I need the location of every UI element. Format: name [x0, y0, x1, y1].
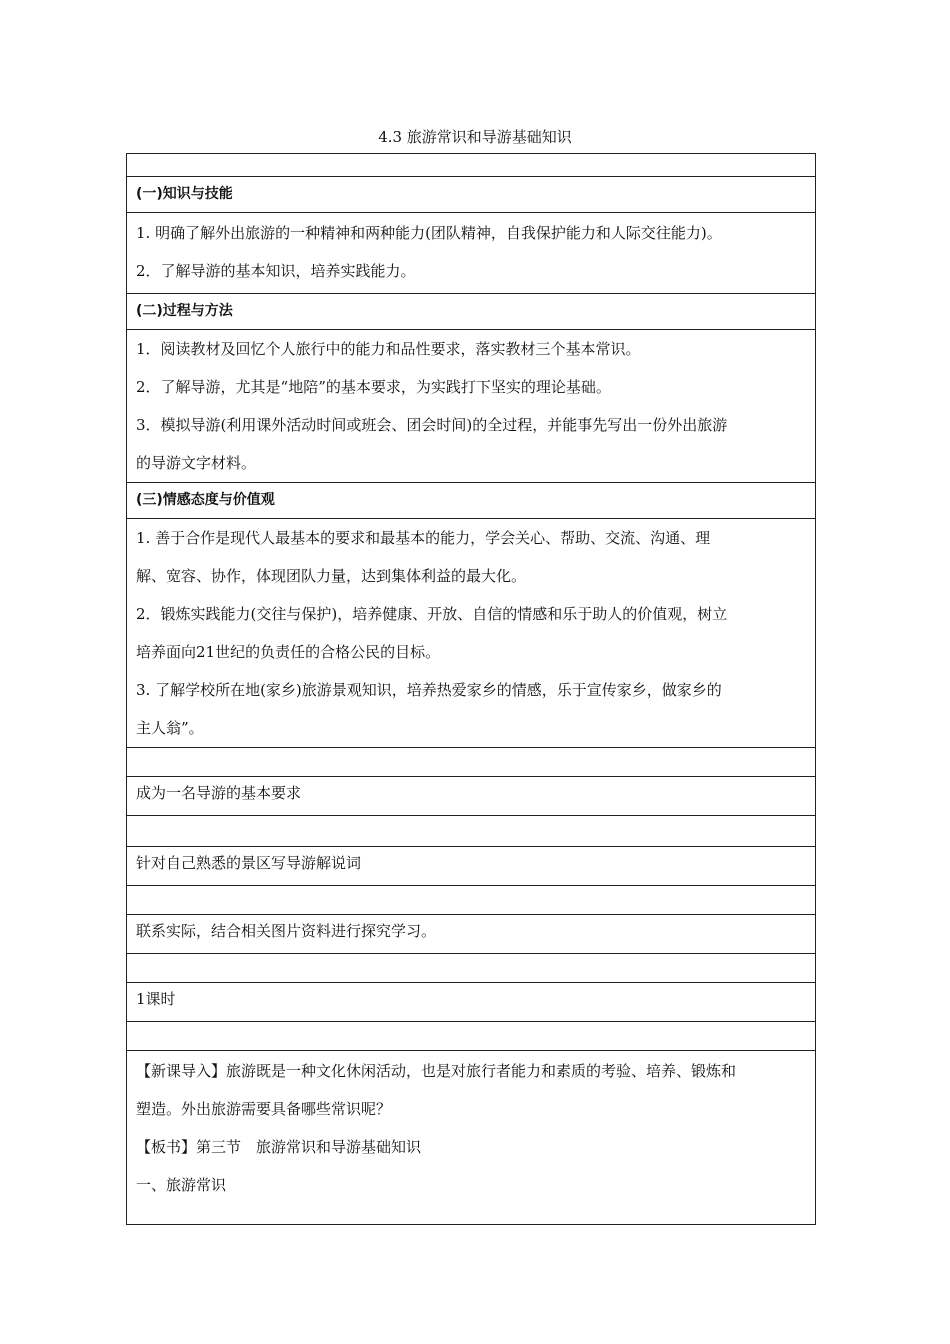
body-line: 一、旅游常识	[136, 1176, 227, 1194]
table-row	[127, 983, 816, 1022]
table-row	[127, 177, 816, 213]
body-line: 主人翁”。	[136, 719, 204, 737]
section-heading-cell	[127, 177, 816, 213]
table-row	[127, 154, 816, 177]
key-point-text: 成为一名导游的基本要求	[136, 784, 302, 802]
table-row	[127, 294, 816, 330]
body-line: 解、宽容、协作，体现团队力量，达到集体利益的最大化。	[136, 567, 527, 585]
method-text: 联系实际，结合相关图片资料进行探究学习。	[136, 922, 437, 940]
body-line: 2．了解导游，尤其是“地陪”的基本要求，为实践打下坚实的理论基础。	[136, 378, 611, 396]
empty-cell	[127, 154, 816, 177]
section-heading: (一)知识与技能	[136, 186, 233, 202]
table-row	[127, 483, 816, 519]
section-heading-cell	[127, 294, 816, 330]
body-line: 塑造。外出旅游需要具备哪些常识呢？	[136, 1100, 392, 1118]
body-line: 培养面向21世纪的负责任的合格公民的目标。	[136, 643, 441, 661]
section-heading-cell	[127, 483, 816, 519]
section-heading: (三)情感态度与价值观	[136, 492, 275, 508]
table-row	[127, 777, 816, 816]
section-body-cell	[127, 213, 816, 294]
body-line: 3．模拟导游(利用课外活动时间或班会、团会时间)的全过程，并能事先写出一份外出旅游	[136, 416, 728, 434]
method-cell	[127, 915, 816, 954]
empty-cell	[127, 1022, 816, 1051]
table-row	[127, 330, 816, 483]
document-title: 4.3 旅游常识和导游基础知识	[378, 128, 572, 146]
difficulty-cell	[127, 847, 816, 886]
table-row	[127, 816, 816, 847]
difficulty-text: 针对自己熟悉的景区写导游解说词	[136, 854, 362, 872]
empty-cell	[127, 886, 816, 915]
body-line: 的导游文字材料。	[136, 454, 257, 472]
table-row	[127, 886, 816, 915]
table-row	[127, 954, 816, 983]
body-line: 1. 明确了解外出旅游的一种精神和两种能力(团队精神，自我保护能力和人际交往能力)。	[136, 224, 722, 242]
period-cell	[127, 983, 816, 1022]
empty-cell	[127, 748, 816, 777]
table-row	[127, 1022, 816, 1051]
body-line: 1. 善于合作是现代人最基本的要求和最基本的能力，学会关心、帮助、交流、沟通、理	[136, 529, 711, 547]
empty-cell	[127, 954, 816, 983]
table-row	[127, 1051, 816, 1225]
body-line: 【新课导入】旅游既是一种文化休闲活动，也是对旅行者能力和素质的考验、培养、锻炼和	[136, 1062, 737, 1080]
body-line: 【板书】第三节 旅游常识和导游基础知识	[136, 1138, 422, 1156]
section-body-cell	[127, 519, 816, 748]
period-text: 1课时	[136, 990, 176, 1008]
table-row	[127, 748, 816, 777]
body-line: 2．了解导游的基本知识，培养实践能力。	[136, 262, 416, 280]
body-line: 3. 了解学校所在地(家乡)旅游景观知识，培养热爱家乡的情感，乐于宣传家乡，做家乡的	[136, 681, 722, 699]
key-point-cell	[127, 777, 816, 816]
section-body-cell	[127, 330, 816, 483]
table-row	[127, 213, 816, 294]
body-line: 2．锻炼实践能力(交往与保护)，培养健康、开放、自信的情感和乐于助人的价值观，树立	[136, 605, 728, 623]
table-row	[127, 915, 816, 954]
table-row	[127, 519, 816, 748]
teaching-process-cell	[127, 1051, 816, 1225]
lesson-plan-table	[126, 153, 816, 1225]
empty-cell	[127, 816, 816, 847]
table-row	[127, 847, 816, 886]
body-line: 1．阅读教材及回忆个人旅行中的能力和品性要求，落实教材三个基本常识。	[136, 340, 641, 358]
section-heading: (二)过程与方法	[136, 303, 233, 319]
